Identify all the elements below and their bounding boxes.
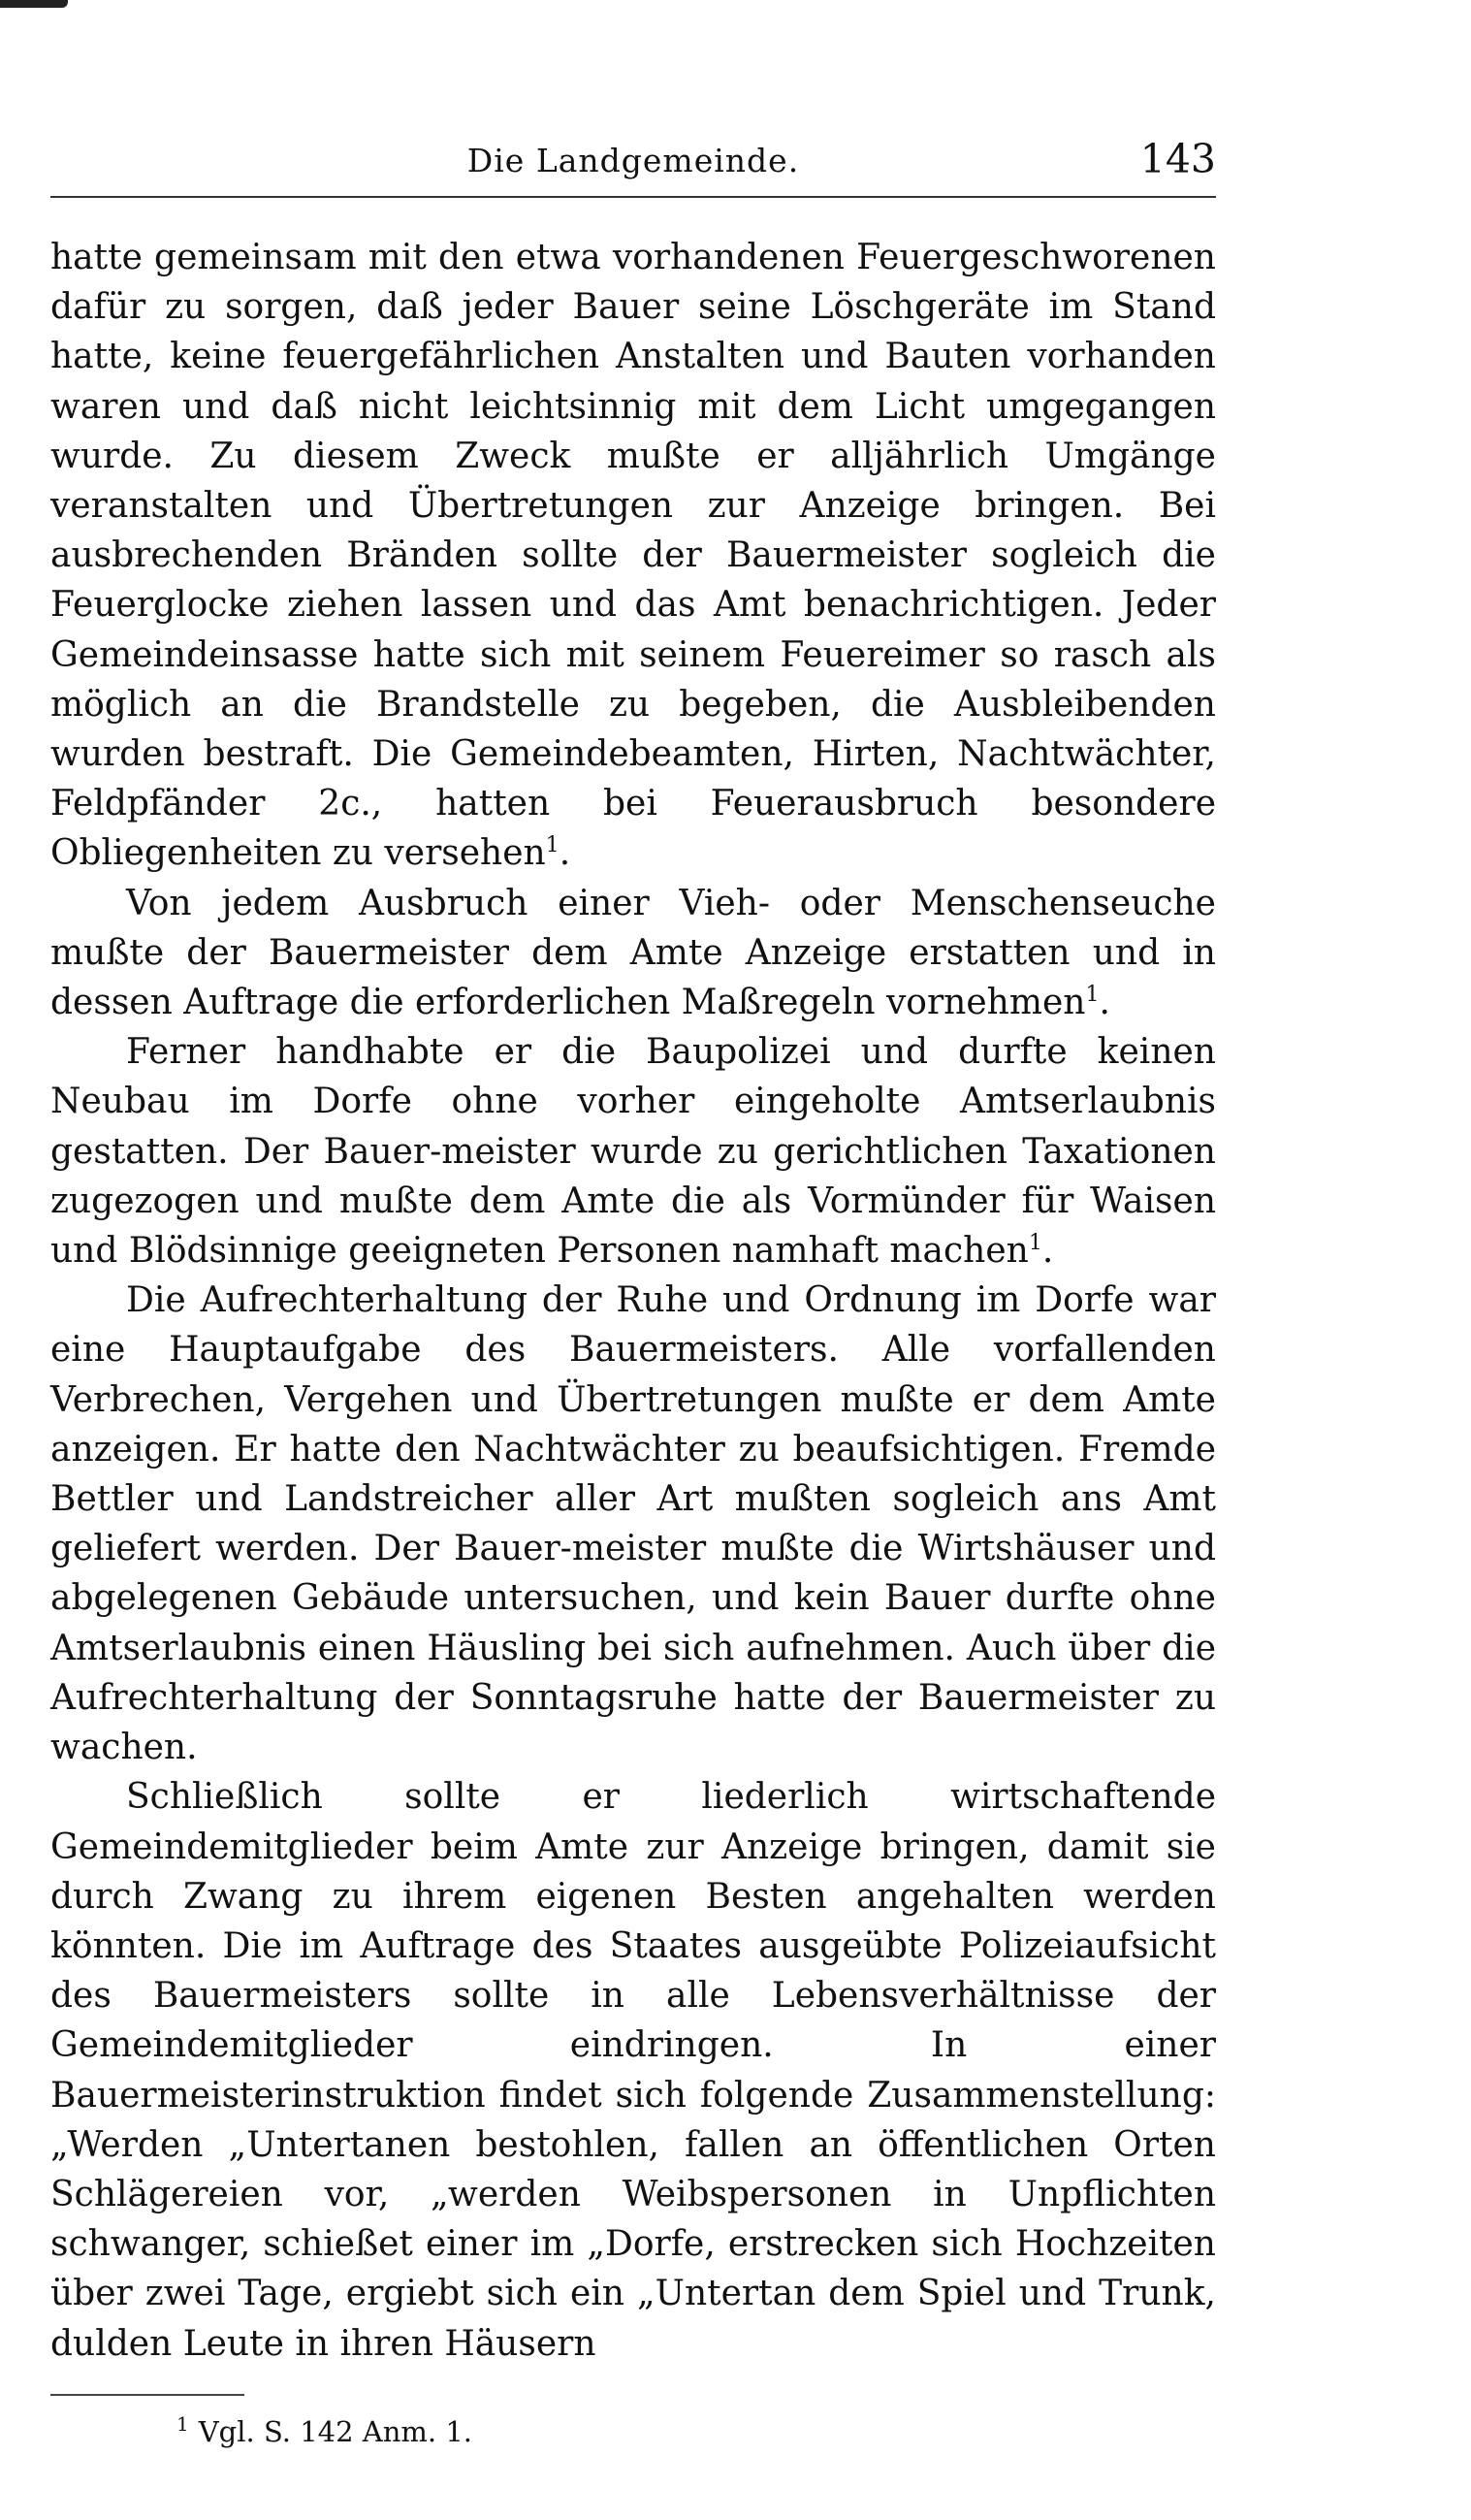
paragraph-text: Die Aufrechterhaltung der Ruhe und Ordnung im Dorfe war eine Hauptaufgabe des Bauermeisters. Alle vorfallenden Verbrechen, Vergehen und Übertretungen mußte er dem Amte anzeigen. Er hatte den Nachtwächter zu beaufsichtigen. Fremde Bettler und Landstreicher aller Art mußten sogleich ans Amt geliefert werden. Der Bauer-meister mußte die Wirtshäuser und abgelegenen Gebäude untersuchen, und kein Bauer durfte ohne Amtserlaubnis einen Häusling bei sich aufnehmen. Auch über die Aufrechterhaltung der Sonntagsruhe hatte der Bauermeister zu wachen. — [50, 1280, 1216, 1768]
scan-edge-mark — [0, 0, 68, 8]
page-header — [50, 126, 1216, 213]
paragraph-text: Ferner handhabte er die Baupolizei und durfte keinen Neubau im Dorfe ohne vorher eingeholte Amtserlaubnis gestatten. Der Bauer-meister wurde zu gerichtlichen Taxationen zugezogen und mußte dem Amte die als Vormünder für Waisen und Blödsinnige geeigneten Personen namhaft machen — [50, 1032, 1216, 1272]
paragraph-3: Ferner handhabte er die Baupolizei und durfte keinen Neubau im Dorfe ohne vorher eingeholte Amtserlaubnis gestatten. Der Bauer-meister wurde zu gerichtlichen Taxationen zugezogen und mußte dem Amte die als Vormünder für Waisen und Blödsinnige geeigneten Personen namhaft machen$^1$. — [50, 1032, 1216, 1272]
header-rule — [50, 196, 1216, 198]
paragraph-text: Von jedem Ausbruch einer Vieh- oder Menschenseuche mußte der Bauermeister dem Amte Anzeige erstatten und in dessen Auftrage die erforderlichen Maßregeln vornehmen — [50, 883, 1216, 1023]
paragraph-4 — [50, 1276, 1216, 1772]
footnote-reference: 1 — [1028, 1231, 1042, 1256]
footnote-mark: 1 — [176, 2412, 189, 2437]
footnote-reference: 1 — [545, 833, 560, 858]
footnote-reference: 1 — [1085, 983, 1100, 1008]
page-number: 143 — [1139, 136, 1216, 182]
paragraph-1: hatte gemeinsam mit den etwa vorhandenen Feuergeschworenen dafür zu sorgen, daß jeder Bauer seine Löschgeräte im Stand hatte, keine feuergefährlichen Anstalten und Bauten vorhanden waren und daß nicht leichtsinnig mit dem Licht umgegangen wurde. Zu diesem Zweck mußte er alljährlich Umgänge veranstalten und Übertretungen zur Anzeige bringen. Bei ausbrechenden Bränden sollte der Bauermeister sogleich die Feuerglocke ziehen lassen und das Amt benachrichtigen. Jeder Gemeindeinsasse hatte sich mit seinem Feuereimer so rasch als möglich an die Brandstelle zu begeben, die Ausbleibenden wurden bestraft. Die Gemeindebeamten, Hirten, Nachtwächter, Feldpfänder 2c., hatten bei Feuerausbruch besondere Obliegenheiten zu versehen$^1$. — [50, 238, 1216, 874]
running-title: Die Landgemeinde. — [466, 142, 800, 179]
body-text — [50, 233, 1216, 2369]
paragraph-2: Von jedem Ausbruch einer Vieh- oder Menschenseuche mußte der Bauermeister dem Amte Anzeige erstatten und in dessen Auftrage die erforderlichen Maßregeln vornehmen$^1$. — [50, 883, 1216, 1023]
paragraph-5 — [50, 1772, 1216, 2368]
book-page — [50, 126, 1216, 2448]
paragraph-text: Schließlich sollte er liederlich wirtschaftende Gemeindemitglieder beim Amte zur Anzeige bringen, damit sie durch Zwang zu ihrem eigenen Besten angehalten werden könnten. Die im Auftrage des Staates ausgeübte Polizeiaufsicht des Bauermeisters sollte in alle Lebensverhältnisse der Gemeindemitglieder eindringen. In einer Bauermeisterinstruktion findet sich folgende Zusammenstellung: „Werden „Untertanen bestohlen, fallen an öffentlichen Orten Schlägereien vor, „werden Weibspersonen in Unpflichten schwanger, schießet einer im „Dorfe, erstrecken sich Hochzeiten über zwei Tage, ergiebt sich ein „Untertan dem Spiel und Trunk, dulden Leute in ihren Häusern — [50, 1777, 1216, 2364]
footnote — [176, 2412, 1216, 2448]
footnote-rule — [50, 2394, 244, 2396]
paragraph-text: hatte gemeinsam mit den etwa vorhandenen Feuergeschworenen dafür zu sorgen, daß jeder Bauer seine Löschgeräte im Stand hatte, keine feuergefährlichen Anstalten und Bauten vorhanden waren und daß nicht leichtsinnig mit dem Licht umgegangen wurde. Zu diesem Zweck mußte er alljährlich Umgänge veranstalten und Übertretungen zur Anzeige bringen. Bei ausbrechenden Bränden sollte der Bauermeister sogleich die Feuerglocke ziehen lassen und das Amt benachrichtigen. Jeder Gemeindeinsasse hatte sich mit seinem Feuereimer so rasch als möglich an die Brandstelle zu begeben, die Ausbleibenden wurden bestraft. Die Gemeindebeamten, Hirten, Nachtwächter, Feldpfänder 2c., hatten bei Feuerausbruch besondere Obliegenheiten zu versehen — [50, 238, 1216, 874]
footnote-text: Vgl. S. 142 Anm. 1. — [198, 2414, 473, 2448]
